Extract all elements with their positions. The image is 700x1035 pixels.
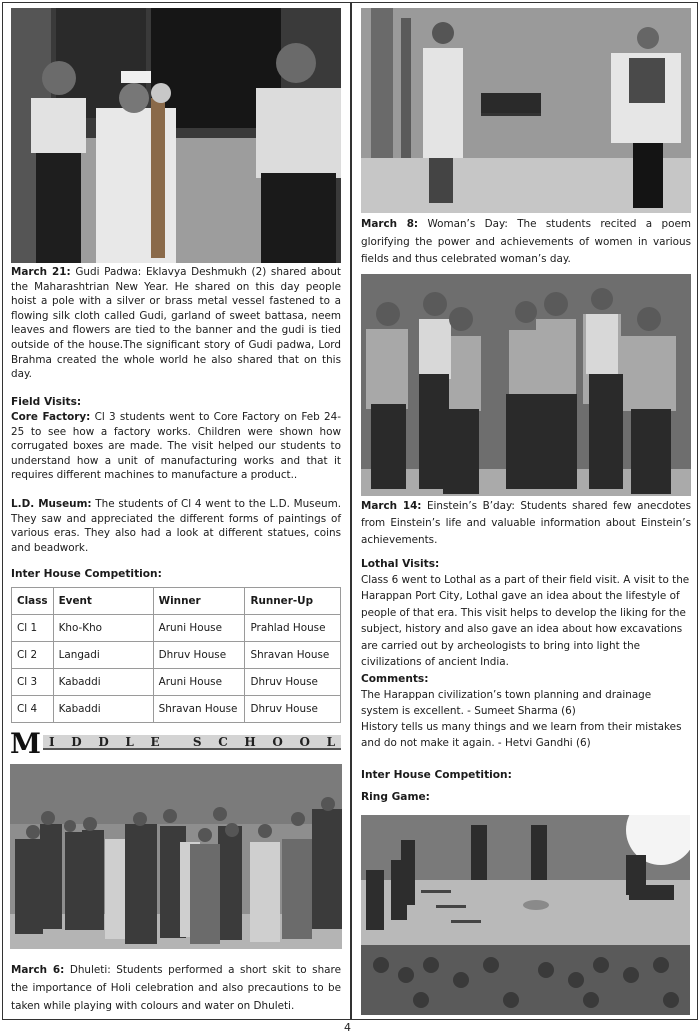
cell-winner: Aruni House [153,615,245,642]
photo-gudi-padwa [11,8,341,263]
photo-einstein [361,274,691,496]
comment-2: History tells us many things and we learn from their mistakes and do not make it again. - Hetvi Gandhi (6) [361,721,682,749]
column-divider [350,2,352,1020]
header-class: Class [12,588,54,615]
photo-dhuleti [10,764,342,949]
core-factory-text: Core Factory: Cl 3 students went to Core Factory on Feb 24-25 to see how a factory works. Children were shown how corrugated boxes are made. The visit helped our students to understand how a unit of manufacturing works and that it requires different machines to manufacture a product.. [11,411,341,482]
lothal-heading: Lothal Visits: [361,558,440,570]
cell-class: Cl 1 [12,615,54,642]
einstein-date: March 14: [361,500,422,512]
header-event: Event [53,588,153,615]
cell-runner-up: Dhruv House [245,669,341,696]
inter-house-heading-right: Inter House Competition: [361,769,512,781]
banner-bar: I D D L E S C H O O L [43,735,341,750]
cell-event: Kabaddi [53,669,153,696]
cell-event: Langadi [53,642,153,669]
table-row [12,696,341,723]
header-runner-up: Runner-Up [245,588,341,615]
cell-runner-up: Dhruv House [245,696,341,723]
womans-day-text: March 8: Woman’s Day: The students recited a poem glorifying the power and achievements of women in various fields and thus celebrated woman’s day. [361,218,691,265]
photo-womans-day [361,8,691,213]
table-row [12,642,341,669]
cell-event: Kho-Kho [53,615,153,642]
table-row [12,669,341,696]
cell-winner: Dhruv House [153,642,245,669]
comments-heading: Comments: [361,673,429,685]
table-row [12,615,341,642]
table-header-row [12,588,341,615]
banner-initial: M [10,727,41,760]
cell-runner-up: Prahlad House [245,615,341,642]
cell-event: Kabaddi [53,696,153,723]
ld-museum-text: L.D. Museum: The students of Cl 4 went to the L.D. Museum. They saw and appreciated the different forms of paintings of various eras. They also had a look at different statues, coins and beadwork. [11,498,341,554]
cell-class: Cl 4 [12,696,54,723]
header-winner: Winner [153,588,245,615]
gudi-padwa-text: March 21: Gudi Padwa: Eklavya Deshmukh (2) shared about the Maharashtrian New Year. He shared on this day people hoist a pole with a silver or brass metal vessel fastened to a flowing silk cloth called Gudi, garland of sweet battasa, neem leaves and flowers are tied to the banner and the gudi is tied outside of the house.The significant story of Gudi padwa, Lord Brahma created the whole world he also shared that on this day. [11,266,341,381]
middle-school-banner [10,727,342,760]
comment-1: The Harappan civilization’s town planning and drainage system is excellent. - Sumeet Sharma (6) [361,689,652,717]
cell-class: Cl 2 [12,642,54,669]
cell-winner: Aruni House [153,669,245,696]
inter-house-table [11,587,341,723]
core-factory-label: Core Factory: [11,411,91,423]
cell-runner-up: Shravan House [245,642,341,669]
einstein-text: March 14: Einstein’s B’day: Students shared few anecdotes from Einstein’s life and valuable information about Einstein’s achievements. [361,500,691,546]
photo-ring-game [361,815,690,1015]
cell-class: Cl 3 [12,669,54,696]
lothal-text: Class 6 went to Lothal as a part of their field visit. A visit to the Harappan Port City, Lothal gave an idea about the lifestyle of people of that era. This visit helps to develop the liking for the subject, history and also gave an idea about how excavations are carried out by archeologists to bring into light the civilizations of ancient India. [361,574,690,669]
inter-house-heading-left: Inter House Competition: [11,568,162,580]
dhuleti-date: March 6: [11,964,65,976]
womans-day-date: March 8: [361,218,419,230]
cell-winner: Shravan House [153,696,245,723]
field-visits-heading: Field Visits: [11,396,82,408]
page-number: 4 [344,1021,351,1034]
gudi-padwa-date: March 21: [11,266,71,278]
dhuleti-text: March 6: Dhuleti: Students performed a short skit to share the importance of Holi celebration and also precautions to be taken while playing with colours and water on Dhuleti. [11,964,341,1012]
ld-museum-label: L.D. Museum: [11,498,92,510]
ring-game-heading: Ring Game: [361,791,430,803]
